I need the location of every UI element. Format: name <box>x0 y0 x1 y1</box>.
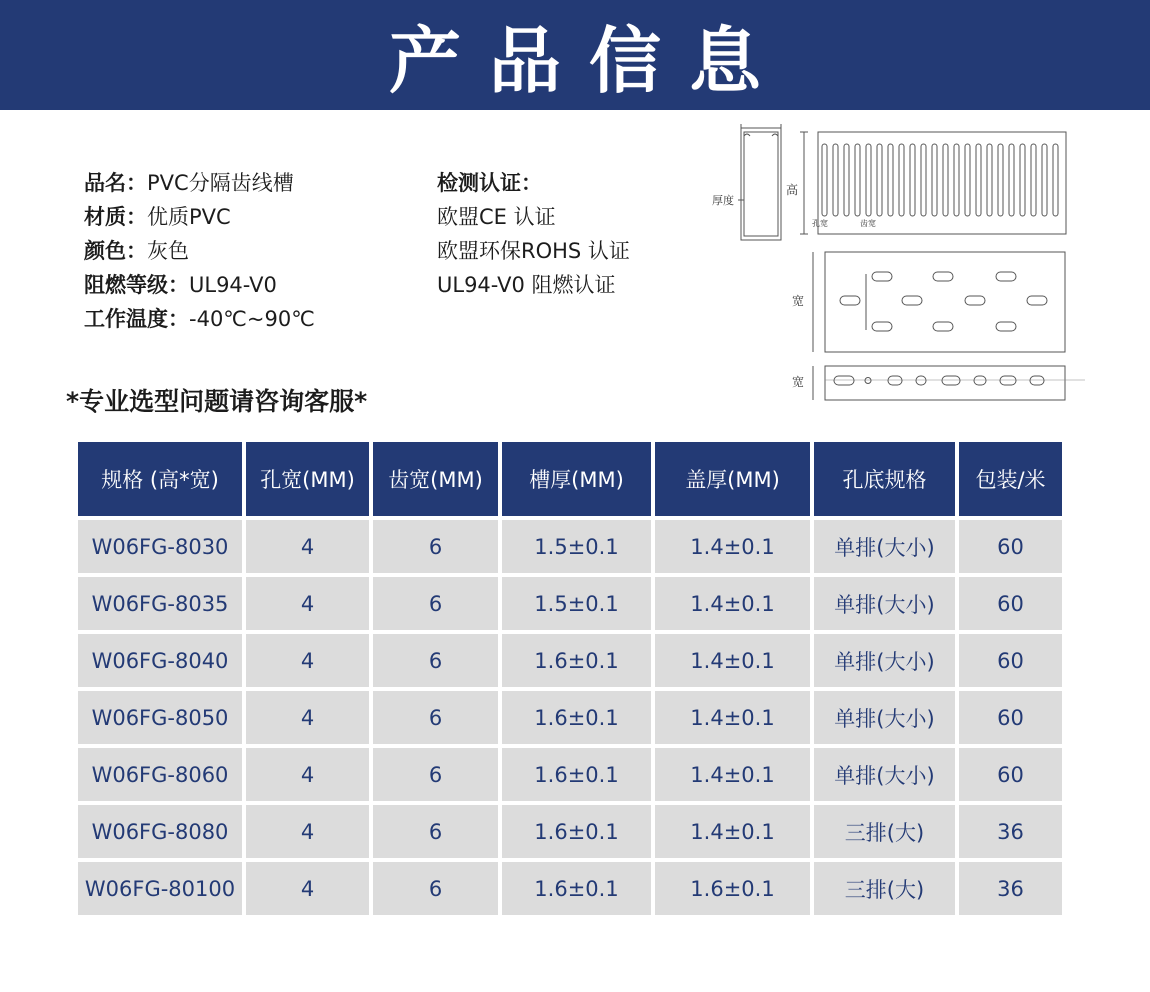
table-row <box>78 805 1062 858</box>
table-cell: 4 <box>246 748 369 801</box>
comb-slot <box>910 144 915 216</box>
spec-row-flame-rating <box>84 268 315 302</box>
table-cell: 单排(大小) <box>814 577 955 630</box>
spec-value: PVC分隔齿线槽 <box>147 171 294 195</box>
table-cell: 1.6±0.1 <box>502 805 651 858</box>
table-cell: 单排(大小) <box>814 691 955 744</box>
certification-item: 欧盟CE 认证 <box>437 205 556 229</box>
table-cell: 36 <box>959 805 1062 858</box>
table-cell: 4 <box>246 520 369 573</box>
table-cell: 1.4±0.1 <box>655 520 810 573</box>
spec-value: 优质PVC <box>147 205 231 229</box>
comb-slot <box>943 144 948 216</box>
comb-slot <box>987 144 992 216</box>
table-header-row <box>78 442 1062 516</box>
column-header: 齿宽(MM) <box>373 442 498 516</box>
table-cell: 4 <box>246 577 369 630</box>
spec-row-temperature <box>84 302 315 336</box>
table-cell: 60 <box>959 634 1062 687</box>
product-dimension-diagram <box>700 122 1100 412</box>
comb-slot <box>1009 144 1014 216</box>
header-banner <box>0 0 1150 110</box>
table-cell: 三排(大) <box>814 862 955 915</box>
comb-slot <box>899 144 904 216</box>
certification-item: 欧盟环保ROHS 认证 <box>437 239 630 263</box>
width-label: 宽 <box>792 294 805 308</box>
hole-width-label: 孔宽 <box>812 219 828 228</box>
table-cell: 1.6±0.1 <box>502 634 651 687</box>
table-row <box>78 634 1062 687</box>
comb-slot <box>1031 144 1036 216</box>
comb-slot <box>921 144 926 216</box>
table-cell: 6 <box>373 691 498 744</box>
table-row <box>78 691 1062 744</box>
spec-list <box>84 166 315 336</box>
page-title: 产品信息 <box>388 19 789 103</box>
table-cell: 1.4±0.1 <box>655 691 810 744</box>
spec-key: 颜色： <box>84 239 147 263</box>
specification-table <box>74 438 1066 919</box>
comb-slot <box>888 144 893 216</box>
table-cell: 60 <box>959 691 1062 744</box>
comb-slot <box>844 144 849 216</box>
comb-slot <box>998 144 1003 216</box>
table-cell: W06FG-8035 <box>78 577 242 630</box>
certification-list <box>437 166 630 302</box>
table-cell: 4 <box>246 805 369 858</box>
table-row <box>78 577 1062 630</box>
cross-section-drawing <box>741 124 781 240</box>
table-cell: 1.6±0.1 <box>502 862 651 915</box>
spec-key: 工作温度： <box>84 307 189 331</box>
comb-slot <box>1042 144 1047 216</box>
table-cell: 1.6±0.1 <box>502 748 651 801</box>
column-header: 孔底规格 <box>814 442 955 516</box>
table-cell: W06FG-80100 <box>78 862 242 915</box>
table-cell: W06FG-8060 <box>78 748 242 801</box>
comb-slot <box>976 144 981 216</box>
table-cell: W06FG-8080 <box>78 805 242 858</box>
table-cell: 4 <box>246 862 369 915</box>
table-cell: 1.4±0.1 <box>655 577 810 630</box>
table-cell: 1.5±0.1 <box>502 520 651 573</box>
comb-slot <box>877 144 882 216</box>
comb-slot <box>1053 144 1058 216</box>
table-cell: 60 <box>959 520 1062 573</box>
comb-slot <box>932 144 937 216</box>
table-cell: 1.4±0.1 <box>655 748 810 801</box>
spec-value: UL94-V0 <box>189 273 277 297</box>
comb-slot <box>855 144 860 216</box>
table-cell: 60 <box>959 748 1062 801</box>
table-cell: 三排(大) <box>814 805 955 858</box>
table-cell: 4 <box>246 691 369 744</box>
spec-key: 品名： <box>84 171 147 195</box>
table-cell: W06FG-8040 <box>78 634 242 687</box>
height-label: 高 <box>786 183 799 197</box>
table-cell: 60 <box>959 577 1062 630</box>
spec-value: -40℃~90℃ <box>189 307 315 331</box>
spec-value: 灰色 <box>147 239 189 263</box>
comb-slot <box>822 144 827 216</box>
table-cell: W06FG-8030 <box>78 520 242 573</box>
top-view-drawing <box>792 366 1085 400</box>
table-cell: 1.5±0.1 <box>502 577 651 630</box>
spec-row-name <box>84 166 315 200</box>
table-cell: 6 <box>373 634 498 687</box>
table-cell: 6 <box>373 748 498 801</box>
spec-key: 阻燃等级： <box>84 273 189 297</box>
table-row <box>78 862 1062 915</box>
table-cell: 1.6±0.1 <box>502 691 651 744</box>
table-cell: 单排(大小) <box>814 520 955 573</box>
thickness-label: 厚度 <box>712 194 734 207</box>
comb-slot <box>1020 144 1025 216</box>
table-row <box>78 520 1062 573</box>
table-cell: 6 <box>373 862 498 915</box>
width-label: 宽 <box>792 375 805 389</box>
comb-slot <box>965 144 970 216</box>
spec-row-color <box>84 234 315 268</box>
spec-key: 材质： <box>84 205 147 229</box>
column-header: 包装/米 <box>959 442 1062 516</box>
certification-item: UL94-V0 阻燃认证 <box>437 273 616 297</box>
table-cell: 1.4±0.1 <box>655 634 810 687</box>
table-cell: 6 <box>373 520 498 573</box>
side-view-drawing <box>800 132 1066 234</box>
column-header: 槽厚(MM) <box>502 442 651 516</box>
comb-slot <box>833 144 838 216</box>
table-cell: 4 <box>246 634 369 687</box>
table-cell: W06FG-8050 <box>78 691 242 744</box>
selection-note: *专业选型问题请咨询客服* <box>66 387 368 416</box>
column-header: 孔宽(MM) <box>246 442 369 516</box>
table-cell: 36 <box>959 862 1062 915</box>
comb-slot <box>866 144 871 216</box>
table-cell: 单排(大小) <box>814 634 955 687</box>
certification-title: 检测认证： <box>437 171 542 195</box>
table-cell: 6 <box>373 805 498 858</box>
table-cell: 1.6±0.1 <box>655 862 810 915</box>
table-cell: 单排(大小) <box>814 748 955 801</box>
spec-row-material <box>84 200 315 234</box>
comb-slot <box>954 144 959 216</box>
table-cell: 1.4±0.1 <box>655 805 810 858</box>
table-row <box>78 748 1062 801</box>
column-header: 规格 (高*宽) <box>78 442 242 516</box>
bottom-view-drawing <box>792 252 1065 352</box>
table-cell: 6 <box>373 577 498 630</box>
column-header: 盖厚(MM) <box>655 442 810 516</box>
tooth-width-label: 齿宽 <box>860 219 876 228</box>
